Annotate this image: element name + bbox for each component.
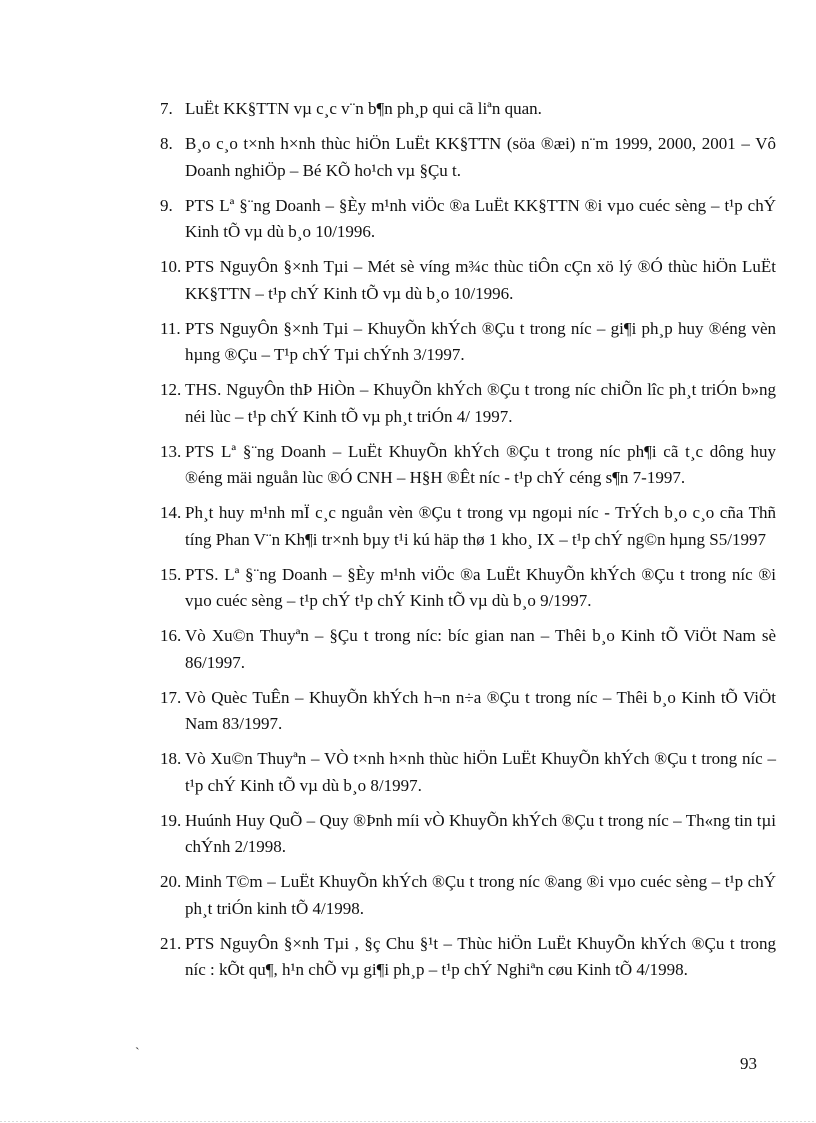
reference-text: PTS Lª §¨ng Doanh – LuËt KhuyÕn khÝch ®Çu t trong níc ph¶i cã t¸c dông huy ®éng mäi nguån lùc ®Ó CNH – H§H ®Êt níc - t¹p chÝ céng s¶n 7-1997. <box>185 441 776 487</box>
reference-item <box>160 808 776 861</box>
reference-text: Ph¸t huy m¹nh mÏ c¸c nguån vèn ®Çu t trong vµ ngoµi níc - TrÝch b¸o c¸o cña Thñ tíng Phan V¨n Kh¶i tr×nh bµy t¹i kú häp thø 1 kho¸ IX – t¹p chÝ ng©n hµng S5/1997 <box>185 503 776 549</box>
reference-item <box>160 254 776 307</box>
reference-number: 13. <box>160 441 182 461</box>
reference-text: PTS Lª §¨ng Doanh – §Èy m¹nh viÖc ®a LuËt KK§TTN ®i vµo cuéc sèng – t¹p chÝ Kinh tÕ vµ dù b¸o 10/1996. <box>185 195 776 241</box>
reference-text: THS. NguyÔn thÞ HiÒn – KhuyÕn khÝch ®Çu t trong níc chiÕn lîc ph¸t triÓn b»ng néi lùc – t¹p chÝ Kinh tÕ vµ ph¸t triÓn 4/ 1997. <box>185 380 776 426</box>
reference-number: 17. <box>160 687 182 707</box>
reference-number: 16. <box>160 626 182 645</box>
reference-number: 14. <box>160 503 182 522</box>
reference-number: 18. <box>160 749 182 768</box>
reference-text: LuËt KK§TTN vµ c¸c v¨n b¶n ph¸p qui cã liªn quan. <box>185 99 542 118</box>
page-number: 93 <box>740 1054 757 1073</box>
reference-item <box>160 746 776 799</box>
stray-mark: ` <box>135 1046 140 1061</box>
reference-text: PTS. Lª §¨ng Doanh – §Èy m¹nh viÖc ®a LuËt KhuyÕn khÝch ®Çu t trong níc ®i vµo cuéc sèng – t¹p chÝ t¹p chÝ Kinh tÕ vµ dù b¸o 9/1997. <box>185 564 776 610</box>
reference-item <box>160 623 776 676</box>
reference-number: 8. <box>160 134 173 153</box>
bottom-dotted-rule <box>0 1121 816 1122</box>
reference-text: PTS NguyÔn §×nh Tµi , §ç Chu §¹t – Thùc hiÖn LuËt KhuyÕn khÝch ®Çu t trong níc : kÕt qu¶, h¹n chÕ vµ gi¶i ph¸p – t¹p chÝ Nghiªn cøu Kinh tÕ 4/1998. <box>185 933 776 979</box>
reference-number: 12. <box>160 380 182 399</box>
reference-text: Vò Xu©n Thuyªn – VÒ t×nh h×nh thùc hiÖn LuËt KhuyÕn khÝch ®Çu t trong níc – t¹p chÝ Kinh tÕ vµ dù b¸o 8/1997. <box>185 749 776 795</box>
reference-text: PTS NguyÔn §×nh Tµi – Mét sè víng m¾c thùc tiÔn cÇn xö lý ®Ó thùc hiÖn LuËt KK§TTN – t¹p chÝ Kinh tÕ vµ dù b¸o 10/1996. <box>185 257 776 303</box>
reference-item <box>160 96 776 123</box>
reference-number: 9. <box>160 195 173 215</box>
reference-number: 7. <box>160 99 173 118</box>
reference-item <box>160 685 776 738</box>
reference-text: Huúnh Huy QuÕ – Quy ®Þnh míi vÒ KhuyÕn khÝch ®Çu t trong níc – Th«ng tin tµi chÝnh 2/1998. <box>185 810 776 856</box>
reference-item <box>160 869 776 922</box>
reference-number: 21. <box>160 933 182 953</box>
reference-item <box>160 562 776 615</box>
reference-text: B¸o c¸o t×nh h×nh thùc hiÖn LuËt KK§TTN (söa ®æi) n¨m 1999, 2000, 2001 – Vô Doanh nghiÖp – Bé KÕ ho¹ch vµ §Çu t. <box>185 134 776 180</box>
reference-text: Minh T©m – LuËt KhuyÕn khÝch ®Çu t trong níc ®ang ®i vµo cuéc sèng – t¹p chÝ ph¸t triÓn kinh tÕ 4/1998. <box>185 872 776 918</box>
reference-number: 10. <box>160 257 182 276</box>
reference-item <box>160 439 776 492</box>
reference-item <box>160 377 776 430</box>
reference-text: PTS NguyÔn §×nh Tµi – KhuyÕn khÝch ®Çu t trong níc – gi¶i ph¸p huy ®éng vèn hµng ®Çu – T¹p chÝ Tµi chÝnh 3/1997. <box>185 318 776 364</box>
reference-item <box>160 316 776 369</box>
reference-number: 15. <box>160 564 182 584</box>
reference-number: 19. <box>160 810 182 830</box>
reference-item <box>160 931 776 984</box>
reference-item <box>160 193 776 246</box>
reference-list <box>160 96 776 992</box>
reference-text: Vò Quèc TuÊn – KhuyÕn khÝch h¬n n÷a ®Çu t trong níc – Thêi b¸o Kinh tÕ ViÖt Nam 83/1997. <box>185 687 776 733</box>
reference-item <box>160 500 776 553</box>
reference-item <box>160 131 776 184</box>
reference-number: 20. <box>160 872 182 891</box>
reference-number: 11. <box>160 318 181 338</box>
reference-text: Vò Xu©n Thuyªn – §Çu t trong níc: bíc gian nan – Thêi b¸o Kinh tÕ ViÖt Nam sè 86/1997. <box>185 626 776 672</box>
